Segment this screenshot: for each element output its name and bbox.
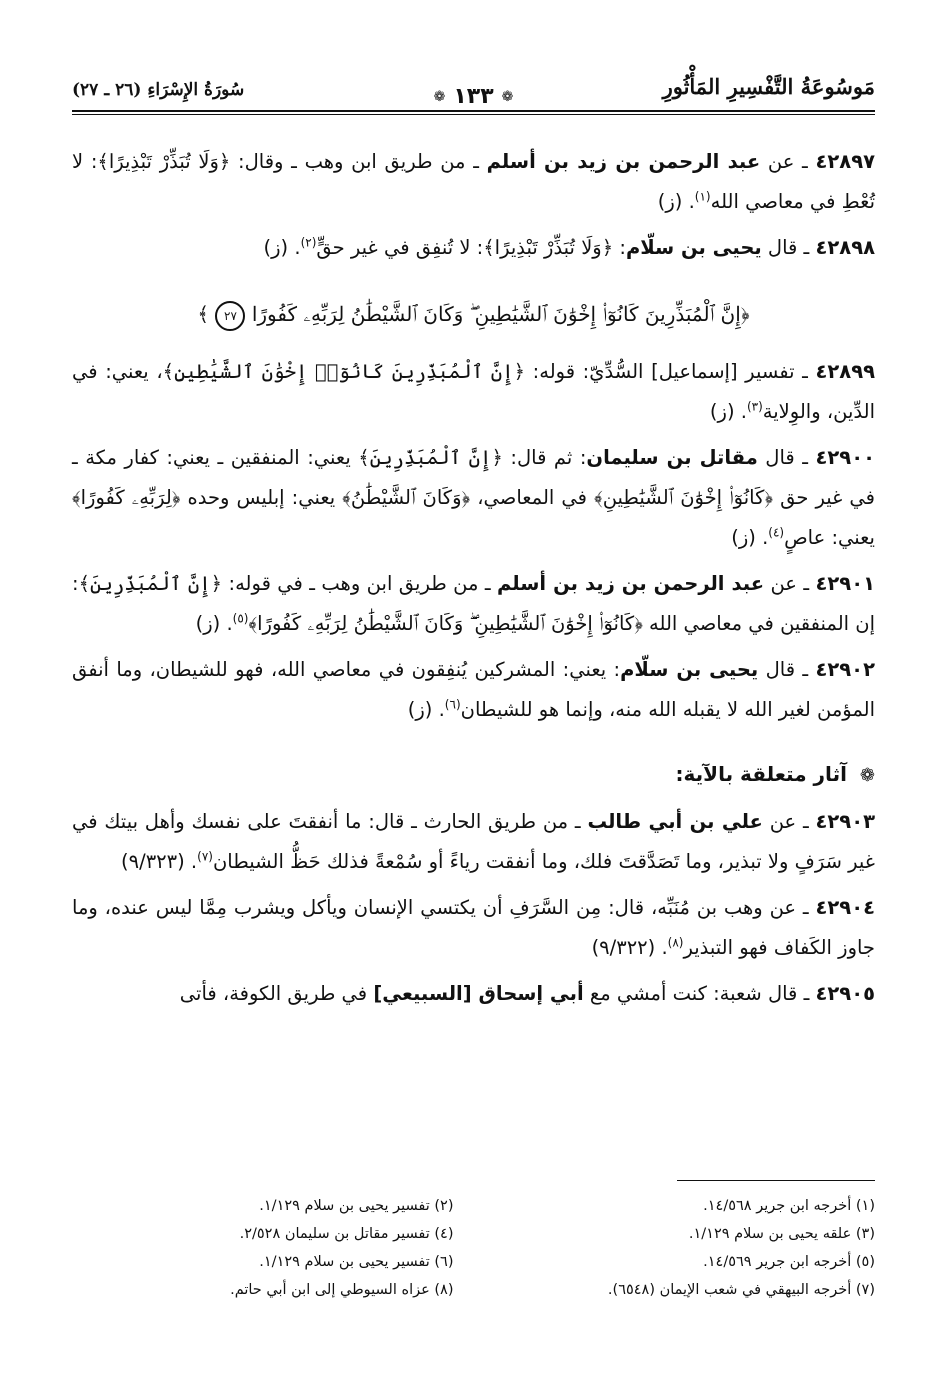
narrator-name: يحيى بن سلّام [620, 658, 759, 681]
entry-number: ٤٢٩٠٣ [815, 810, 876, 833]
entry-number: ٤٢٩٠١ [815, 572, 875, 595]
entry-number: ٤٢٩٠٤ [815, 896, 875, 919]
entry-text: ـ عن [762, 810, 816, 833]
entry-text: : لا تُنفِق في غير حقٍّ [316, 236, 484, 259]
footnote-item: (٥) أخرجه ابن جرير ١٤/٥٦٩. [703, 1254, 875, 1270]
narration-entry [72, 438, 875, 558]
entry-text: : إن المنفقين في معاصي الله ﴿كَانُوٓا۟ إِخْوَٰنَ ٱلشَّيَٰطِينِ ۖ وَكَانَ ٱلشَّيْطَٰنُ لِرَبِّهِۦ كَفُورًا﴾ [72, 572, 875, 635]
entry-source: . (٩/٣٢٣) [121, 850, 198, 873]
entry-number: ٤٢٨٩٨ [815, 236, 875, 259]
verse-quote: ﴿إِنَّ ٱلْمُبَذِّرِينَ كَانُوٓا۟ إِخْوَٰنَ ٱلشَّيَٰطِينِ﴾ [162, 360, 526, 383]
narrator-name: عبد الرحمن بن زيد بن أسلم [497, 572, 765, 595]
footnote-ref: (٧) [197, 849, 213, 864]
narration-entry [72, 888, 875, 968]
footnote-item: (٢) تفسير يحيى بن سلام ١/١٢٩. [259, 1198, 454, 1214]
footnote-ref: (١) [694, 189, 711, 204]
entry-source: . (ز) [263, 236, 301, 259]
entry-text: ، يعني: في الدِّين، والوِلاية [72, 360, 875, 423]
entry-text: ـ قال [758, 658, 816, 681]
footnote-ref: (٥) [232, 611, 249, 626]
entry-text: : يعني: المشركين يُنفِقون في معاصي الله، فهو للشيطان، وما أنفق المؤمن لغير الله لا يقبله الله منه، وإنما هو للشيطان [72, 658, 875, 721]
entry-text: ـ قال [761, 236, 816, 259]
entry-number: ٤٢٨٩٧ [815, 150, 875, 173]
flower-icon: ❁ [859, 765, 875, 786]
narration-entry [72, 974, 875, 1014]
entry-text: ـ قال [757, 446, 816, 469]
narration-entry [72, 564, 875, 644]
verse-number-icon: ٢٧ [215, 301, 245, 331]
page-body [72, 142, 875, 1020]
verse-close: ﴾ [197, 302, 210, 326]
footnote-ref: (٣) [746, 399, 763, 414]
verse-quote: ﴿وَلَا تُبَذِّرْ تَبْذِيرًا﴾ [483, 236, 614, 259]
entry-text: ـ عن [764, 572, 816, 595]
entry-text: ـ من طريق الحارث ـ قال: ما أنفقتَ على نفسك وأهل بيتك في غير سَرَفٍ ولا تبذير، وما تَصَدَّقتَ فلك، وما أنفقت رياءً أو سُمْعةً فذلك حَظُّ الشيطان [72, 810, 875, 873]
footnote-ref: (٨) [667, 935, 684, 950]
verse-text: ﴿إِنَّ ٱلْمُبَذِّرِينَ كَانُوٓا۟ إِخْوَٰنَ ٱلشَّيَٰطِينِ ۖ وَكَانَ ٱلشَّيْطَٰنُ لِرَبِّهِۦ كَفُورًا [251, 302, 750, 326]
narration-entry [72, 802, 875, 882]
footnote-item: (٤) تفسير مقاتل بن سليمان ٢/٥٢٨. [239, 1226, 454, 1242]
narrator-name: أبي إسحاق [السبيعي] [373, 982, 584, 1005]
entry-source: . (ز) [657, 190, 695, 213]
narrator-name: يحيى بن سلّام [625, 236, 762, 259]
verse-quote: ﴿إِنَّ ٱلْمُبَذِّرِينَ﴾ [78, 572, 223, 595]
footnote-item: (٣) علقه يحيى بن سلام ١/١٢٩. [688, 1226, 875, 1242]
entry-text: يعني: المنفقين ـ يعني: كفار مكة ـ في غير حق ﴿كَانُوٓا۟ إِخْوَٰنَ ٱلشَّيَٰطِينِ﴾ في المعاصي، ﴿وَكَانَ ٱلشَّيْطَٰنُ﴾ يعني: إبليس وحده ﴿لِرَبِّهِۦ كَفُورًا﴾ يعني: عاصٍ [72, 446, 875, 549]
page-header [72, 70, 875, 116]
entry-source: . (ز) [407, 698, 445, 721]
entry-number: ٤٢٨٩٩ [815, 360, 875, 383]
entry-source: . (ز) [731, 526, 769, 549]
entry-text: ـ تفسير [إسماعيل] السُّدِّيّ: قوله: [525, 360, 816, 383]
entry-text: : ثم قال: [502, 446, 587, 469]
narration-entry [72, 352, 875, 432]
footnote-ref: (٤) [768, 525, 785, 540]
entry-text: ـ قال شعبة: كنت أمشي مع [583, 982, 816, 1005]
entry-text: ـ من طريق ابن وهب ـ في قوله: [222, 572, 497, 595]
footnote-item: (٧) أخرجه البيهقي في شعب الإيمان (٦٥٤٨). [607, 1282, 875, 1298]
narration-entry [72, 228, 875, 268]
entry-text: ـ عن [760, 150, 816, 173]
entry-text: ـ عن وهب بن مُنَبِّه، قال: مِن السَّرَفِ أن يكتسي الإنسان ويأكل ويشرب مِمَّا ليس عنده، وما جاوز الكَفاف فهو التبذير [72, 896, 875, 959]
quran-verse [72, 294, 875, 334]
page-number-block [434, 84, 514, 109]
entry-text: في طريق الكوفة، فأتى [179, 982, 374, 1005]
narrator-name: علي بن أبي طالب [587, 810, 763, 833]
footnote-item: (٨) عزاه السيوطي إلى ابن أبي حاتم. [230, 1282, 454, 1298]
entry-source: . (ز) [195, 612, 233, 635]
footnote-ref: (٦) [444, 697, 461, 712]
entry-text: : لا تُعْطِ في معاصي الله [72, 150, 875, 213]
page-number: ١٣٣ [453, 84, 494, 109]
footnotes [72, 1192, 875, 1304]
entry-text: : [613, 236, 626, 259]
ornament-icon: ❁ [501, 88, 514, 105]
entry-number: ٤٢٩٠٢ [815, 658, 875, 681]
header-rule [72, 110, 875, 112]
surah-title: سُورَةُ الإِسْرَاءِ (٢٦ ـ ٢٧) [72, 80, 245, 100]
footnote-item: (٦) تفسير يحيى بن سلام ١/١٢٩. [259, 1254, 454, 1270]
section-heading-text: آثار متعلقة بالآية: [675, 762, 847, 786]
entry-text: ـ من طريق ابن وهب ـ وقال: [230, 150, 487, 173]
footnote-item: (١) أخرجه ابن جرير ١٤/٥٦٨. [703, 1198, 875, 1214]
verse-quote: ﴿وَلَا تُبَذِّرْ تَبْذِيرًا﴾ [97, 150, 231, 173]
footnote-ref: (٢) [300, 235, 317, 250]
footnote-separator [677, 1180, 875, 1181]
entry-source: . (ز) [709, 400, 747, 423]
narration-entry [72, 142, 875, 222]
narrator-name: عبد الرحمن بن زيد بن أسلم [486, 150, 761, 173]
header-rule-thin [72, 114, 875, 115]
verse-quote: ﴿إِنَّ ٱلْمُبَذِّرِينَ﴾ [358, 446, 503, 469]
narration-entry [72, 650, 875, 730]
entry-number: ٤٢٩٠٥ [815, 982, 875, 1005]
narrator-name: مقاتل بن سليمان [586, 446, 758, 469]
book-title: مَوسُوعَةُ التَّفْسِيرِ المَأْثُورِ [662, 74, 875, 99]
section-heading [72, 754, 875, 796]
entry-source: . (٩/٣٢٢) [591, 936, 668, 959]
entry-number: ٤٢٩٠٠ [815, 446, 875, 469]
ornament-icon: ❁ [433, 88, 446, 105]
